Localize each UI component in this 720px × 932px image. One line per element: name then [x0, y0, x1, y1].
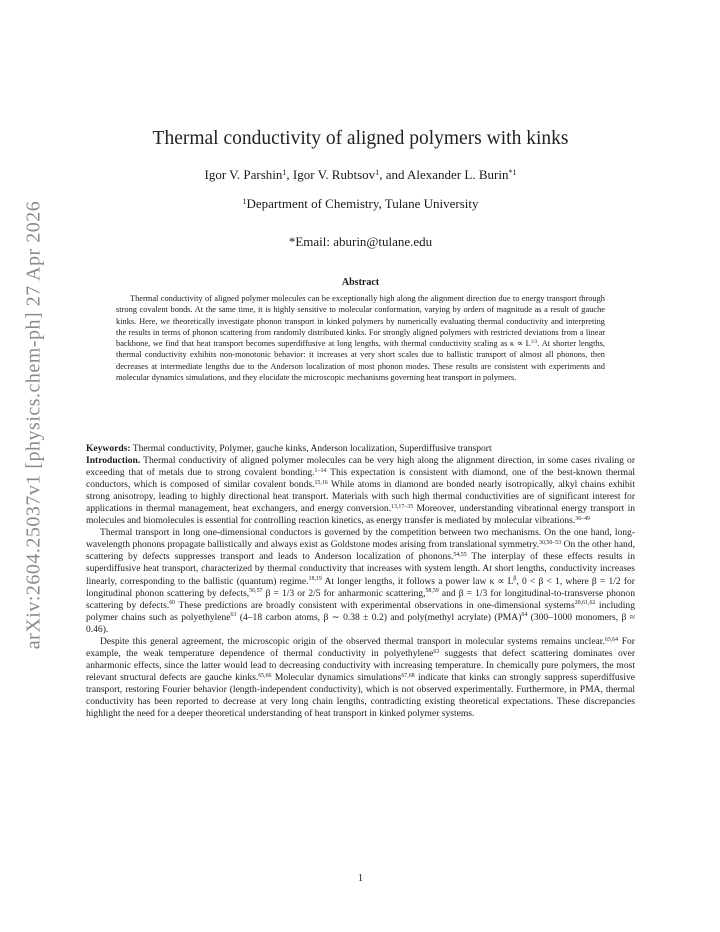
abstract-body — [116, 293, 605, 383]
paragraph-text: including polymer chains such as polyethylene — [86, 599, 635, 623]
citation-ref: 30,50–53 — [539, 540, 562, 547]
citation-ref: 13,17–35 — [391, 503, 414, 510]
paragraph-text: These predictions are broadly consistent with experimental observations in one-dimensional systems — [175, 599, 575, 611]
intro-paragraph-2 — [86, 527, 635, 635]
citation-ref: 58,59 — [425, 588, 439, 595]
affiliation-marker: 1 — [375, 167, 380, 177]
paragraph-text: Molecular dynamics simulations — [271, 671, 402, 683]
intro-paragraph-1 — [86, 455, 635, 527]
citation-ref: 65,66 — [258, 672, 272, 679]
paragraph-text: This expectation is consistent with diamond, one of the best-known thermal conductors, which is composed of similar covalent bonds. — [86, 467, 635, 491]
paragraph-text: and β = 1/3 for longitudinal-to-transverse phonon scattering by defects. — [86, 587, 635, 611]
author-name: Alexander L. Burin — [407, 167, 509, 182]
affiliation-marker: *1 — [508, 167, 517, 177]
abstract-heading: Abstract — [341, 277, 380, 288]
author-name: Igor V. Rubtsov — [292, 167, 376, 182]
paragraph-text: Thermal transport in long one-dimensional conductors is governed by the competition between two mechanisms. On the one hand, long-wavelength phonons propagate ballistically and always exist as Goldstone modes arising from translational symmetry. — [86, 527, 635, 551]
paragraph-text: , 0 < β < 1, where β = 1/2 for longitudinal phonon scattering by defects, — [86, 575, 635, 599]
paragraph-text: (4–18 carbon atoms, β ∼ 0.38 ± 0.2) and poly(methyl acrylate) (PMA) — [236, 611, 522, 623]
intro-paragraph-3 — [86, 636, 635, 720]
citation-ref: 1–14 — [314, 467, 327, 474]
corresponding-email: *Email: aburin@tulane.edu — [288, 234, 433, 249]
main-body — [86, 443, 635, 720]
paragraph-text: At longer lengths, it follows a power law κ ∝ L — [321, 575, 514, 587]
paragraph-text: For example, the weak temperature dependence of thermal conductivity in polyethylene — [86, 635, 635, 659]
paragraph-text: suggests that defect scattering dominates over anharmonic effects, since the latter would lead to decreasing conductivity with increasing temperature. In chemically pure polymers, the most relevant structural defects are gauche kinks. — [86, 647, 635, 683]
citation-ref: 54,55 — [453, 552, 467, 559]
citation-ref: 63,64 — [604, 636, 619, 643]
author-name: Igor V. Parshin — [204, 167, 283, 182]
paragraph-text: indicate that kinks can strongly suppress superdiffusive transport, restoring Fourier behavior (length-independent conductivity), which is not observed experimentally. Furthermore, in PMA, thermal conductivity has been reported to decrease at very long chain lengths, contradicting existing theoretical expectations. These discrepancies highlight the need for a deeper theoretical understanding of heat transport in kinked polymer systems. — [86, 671, 635, 720]
citation-ref: 63 — [433, 648, 440, 655]
affiliation-marker: 1 — [242, 196, 247, 206]
arxiv-identifier-text: arXiv:2604.25037v1 [physics.chem-ph] 27 Apr 2026 — [22, 200, 45, 650]
arxiv-identifier-stamp — [16, 200, 52, 650]
citation-ref: 60 — [169, 600, 176, 607]
citation-ref: 20,61,62 — [574, 600, 596, 607]
affiliation-marker: 1 — [282, 167, 287, 177]
citation-ref: 56,57 — [249, 588, 263, 595]
page-number: 1 — [358, 873, 363, 884]
citation-ref: 36–49 — [575, 516, 590, 523]
author-list — [86, 167, 635, 183]
author-separator: , — [286, 167, 293, 182]
keywords-label: Keywords: — [86, 443, 131, 454]
paragraph-text: While atoms in diamond are bonded nearly isotropically, alkyl chains exhibit strong anisotropy, leading to highly directional heat transport. Materials with such high thermal conductivities are of significant interest for applications in thermal management, heat exchangers, and energy conversion. — [86, 479, 635, 515]
author-separator: , and — [379, 167, 407, 182]
citation-ref: 67,68 — [401, 672, 415, 679]
citation-ref: 18,19 — [308, 576, 322, 583]
math-exponent: β — [513, 576, 517, 583]
abstract-text-part: . At shorter lengths, thermal conductivity exhibits non-monotonic behavior: it increases at very short scales due to ballistic transport of almost all phonons, then decreases at intermediate lengths due to the Anderson localization of most phonon modes. These results are consistent with experiments and molecular dynamics simulations, and they elucidate the microscopic mechanisms governing heat transport in polymers. — [116, 339, 605, 383]
paragraph-text: On the other hand, scattering by defects suppresses transport and leads to Anderson localization of phonons. — [86, 539, 635, 563]
affiliation-text: Department of Chemistry, Tulane University — [246, 196, 479, 211]
keywords-text: Thermal conductivity, Polymer, gauche kinks, Anderson localization, Superdiffusive transport — [130, 443, 492, 454]
affiliation — [86, 196, 635, 212]
paragraph-text: β = 1/3 or 2/5 for anharmonic scattering, — [262, 587, 426, 599]
paper-title: Thermal conductivity of aligned polymers with kinks — [152, 128, 569, 149]
abstract-exponent: 1/3 — [530, 339, 538, 346]
citation-ref: 63 — [230, 612, 237, 619]
paragraph-text: Moreover, understanding vibrational energy transport in molecules and biomolecules is essential for controlling reaction kinetics, as energy transfer is mediated by molecular vibrations. — [86, 503, 635, 527]
keywords-line — [86, 443, 635, 455]
citation-ref: 15,16 — [314, 479, 328, 486]
paragraph-text: Despite this general agreement, the microscopic origin of the observed thermal transport in molecular systems remains unclear. — [100, 635, 605, 647]
intro-heading: Introduction. — [86, 455, 141, 467]
paragraph-text: The interplay of these effects results in superdiffusive heat transport, characterized by thermal conductivity that increases with system length. At short lengths, conductivity increases linearly, corresponding to the ballistic (quantum) regime. — [86, 551, 635, 587]
citation-ref: 64 — [521, 612, 528, 619]
abstract-text — [116, 293, 605, 383]
paragraph-text: Thermal conductivity of aligned polymer molecules can be very high along the alignment direction, in some cases rivaling or exceeding that of metals due to strong covalent bonding. — [86, 455, 635, 479]
abstract-text-part: Thermal conductivity of aligned polymer molecules can be exceptionally high along the alignment direction due to energy transport through strong covalent bonds. At the same time, it is highly sensitive to molecular conformation, varying by orders of magnitude as a result of gauche kinks. Here, we theoretically investigate phonon transport in kinked polymers by numerically evaluating thermal conductivity and interpreting the results in terms of phonon scattering from randomly distributed kinks. For strongly aligned polymers with restricted deviations from a linear backbone, we find that heat transport becomes superdiffusive at long lengths, with thermal conductivity scaling as κ ∝ L — [116, 294, 605, 349]
paragraph-text: (300–1000 monomers, β ≈ 0.46). — [86, 611, 635, 635]
